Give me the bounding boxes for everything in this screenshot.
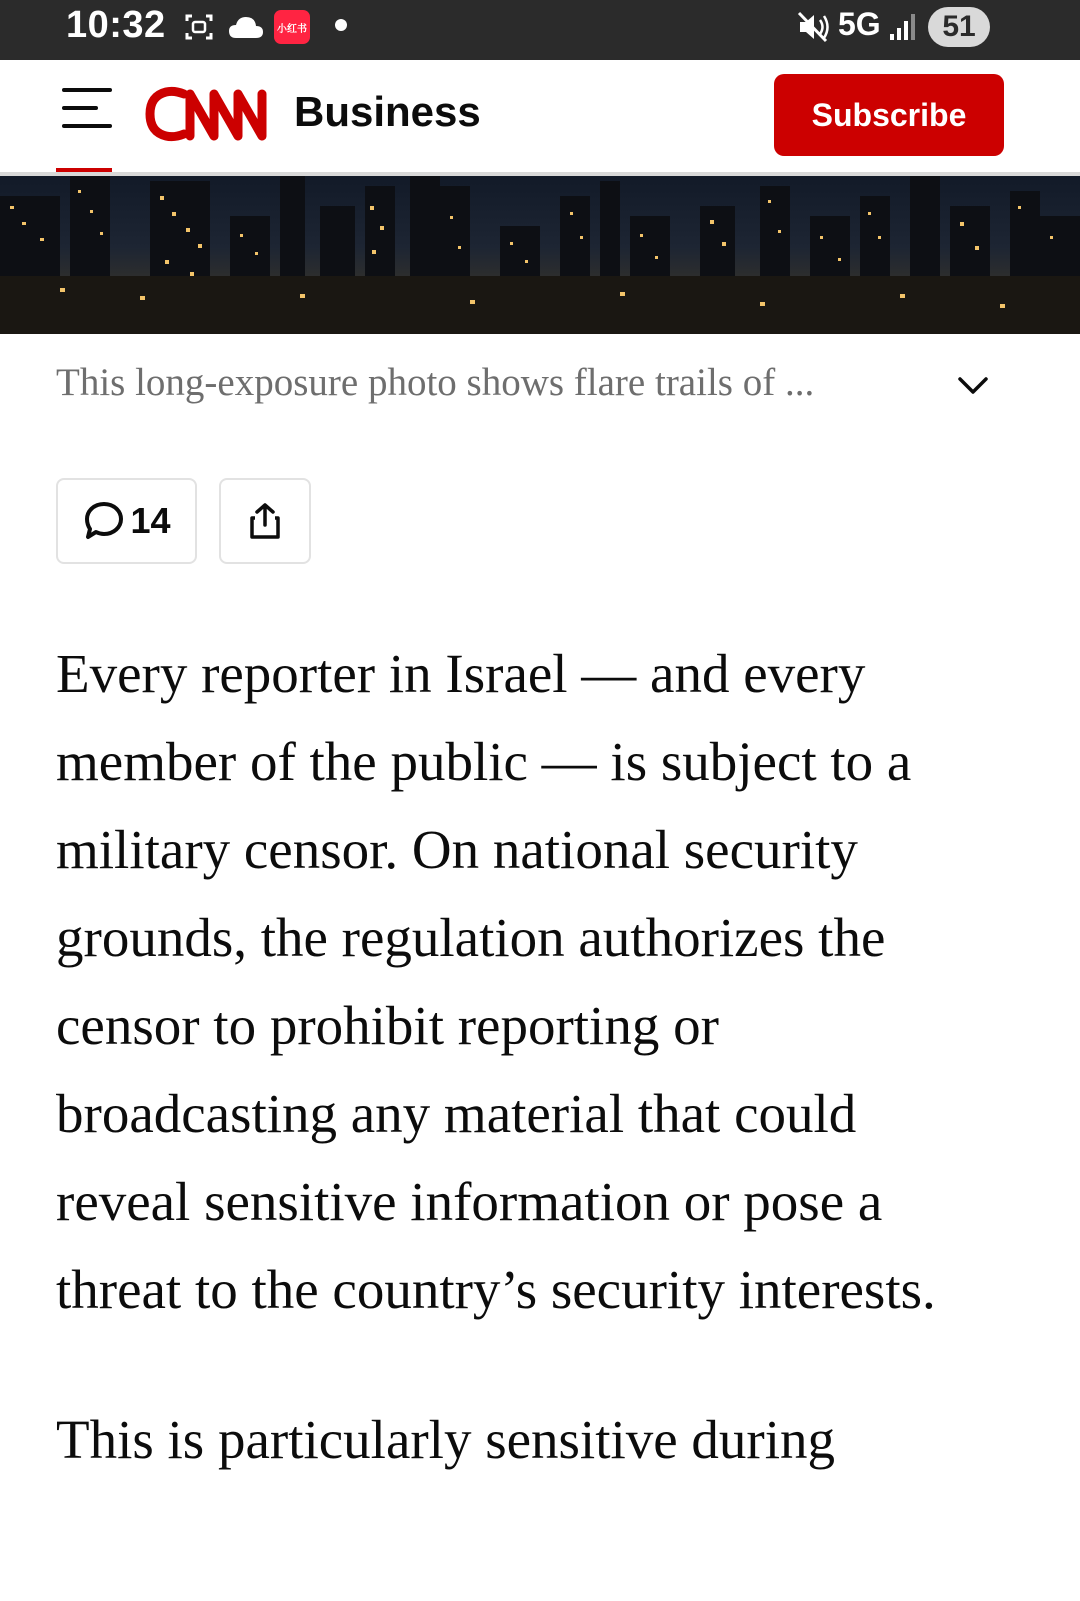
chevron-down-icon[interactable] xyxy=(956,370,990,400)
hero-image[interactable] xyxy=(0,176,1080,334)
speech-bubble-icon xyxy=(82,499,126,543)
share-button[interactable] xyxy=(219,478,311,564)
mute-vibrate-icon xyxy=(796,10,832,44)
status-bar xyxy=(0,0,1080,60)
app-notification-icon: 小红书 xyxy=(274,10,310,44)
article-paragraph: Every reporter in Israel — and every member of the public — is subject to a military censor. On national security grounds, the regulation authorizes the censor to prohibit reporting or broadcasting any material that could reveal sensitive information or pose a threat to the country’s security interests. xyxy=(56,643,936,1320)
menu-active-indicator xyxy=(56,168,112,172)
cnn-logo[interactable] xyxy=(144,82,274,146)
notification-dot-icon xyxy=(335,19,347,31)
comments-button[interactable] xyxy=(56,478,197,564)
article-body xyxy=(56,630,996,1484)
city-skyline-graphic xyxy=(0,176,1080,334)
status-time: 10:32 xyxy=(66,4,166,46)
image-caption[interactable]: This long-exposure photo shows flare trails of ... xyxy=(56,361,815,404)
screen-capture-icon xyxy=(184,12,214,42)
site-header xyxy=(0,60,1080,176)
section-title[interactable]: Business xyxy=(294,88,481,135)
article-paragraph: This is particularly sensitive during xyxy=(56,1409,836,1470)
signal-strength-icon xyxy=(888,12,920,42)
comments-count: 14 xyxy=(130,500,171,541)
network-type: 5G xyxy=(838,6,881,42)
battery-indicator: 51 xyxy=(928,7,990,47)
subscribe-button[interactable]: Subscribe xyxy=(774,74,1004,156)
hamburger-menu-icon[interactable] xyxy=(62,88,114,132)
cloud-icon xyxy=(228,14,264,40)
share-upload-icon xyxy=(246,501,284,541)
